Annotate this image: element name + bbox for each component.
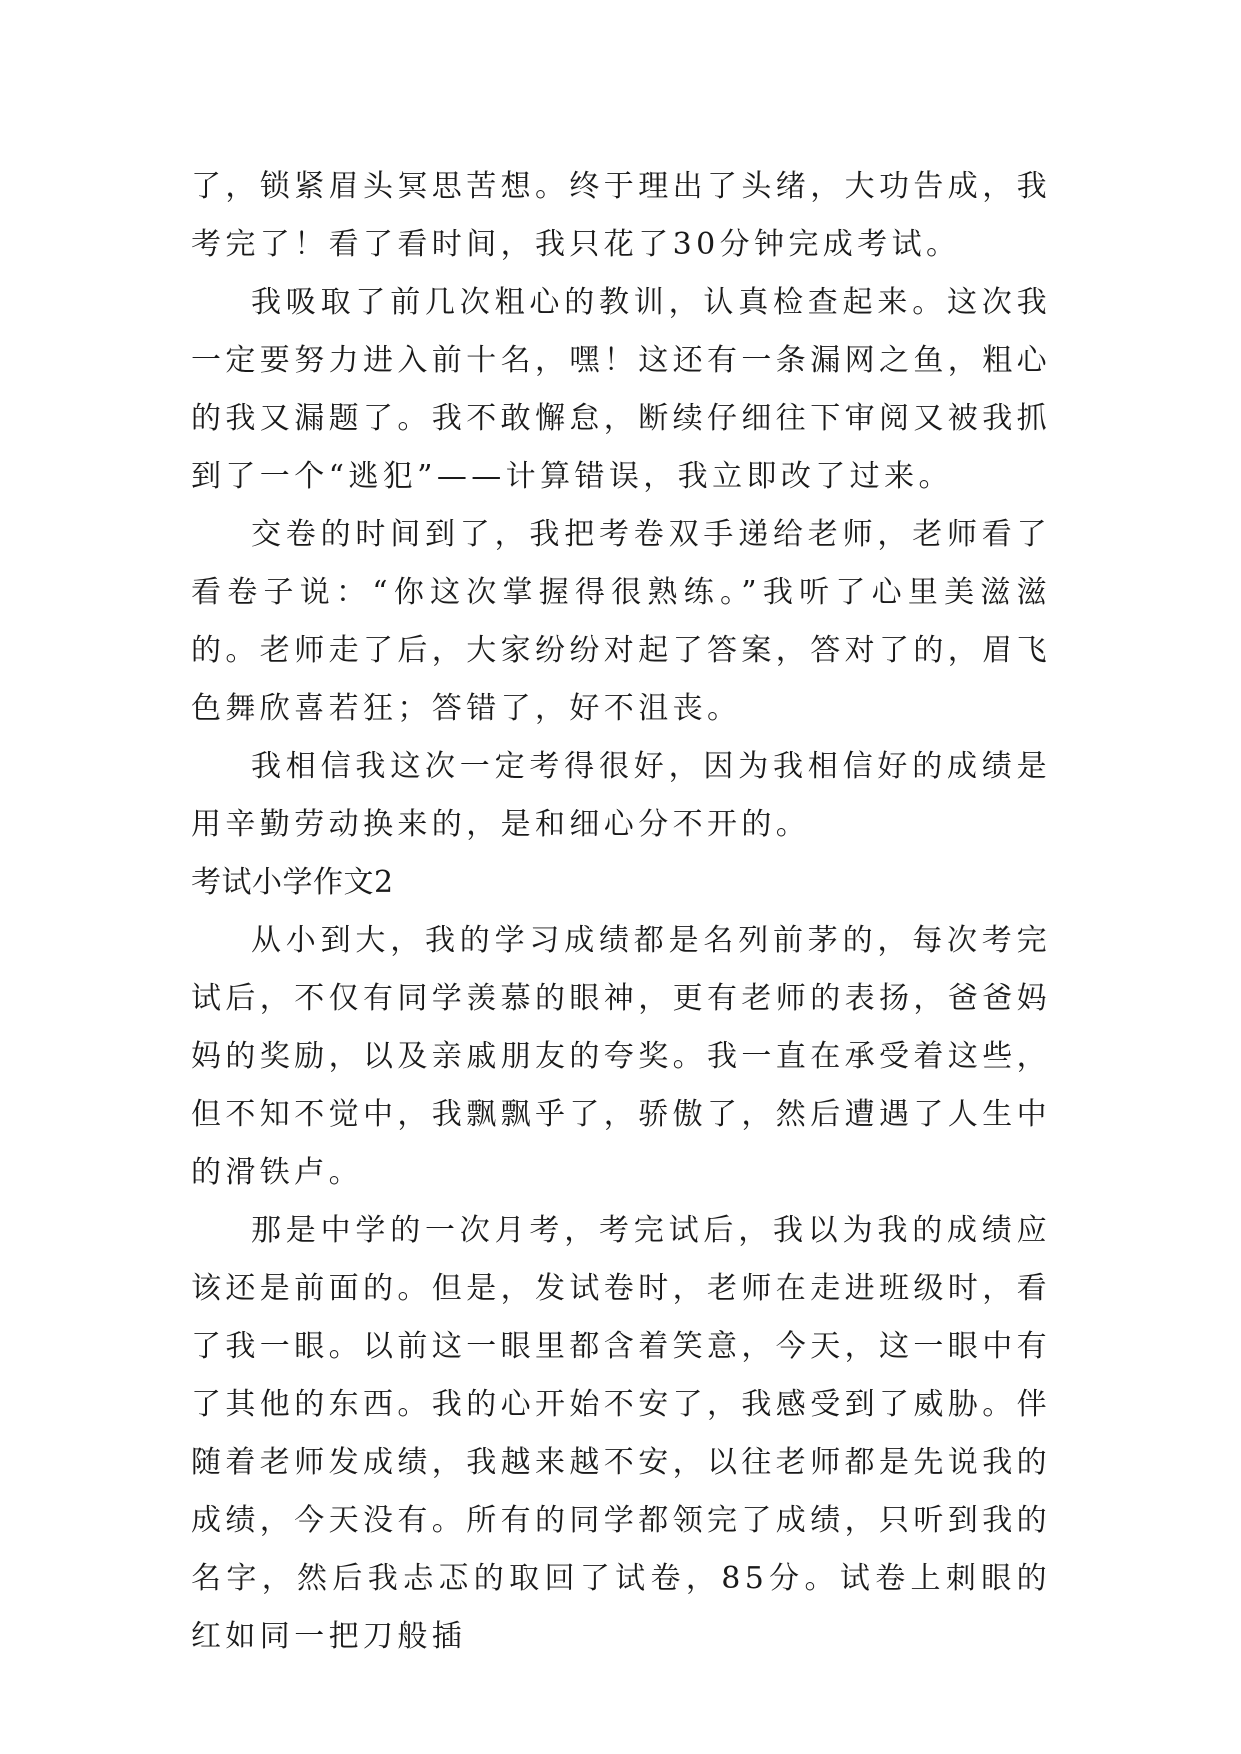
paragraph: 那是中学的一次月考，考完试后，我以为我的成绩应该还是前面的。但是，发试卷时，老师在走进班级时，看了我一眼。以前这一眼里都含着笑意，今天，这一眼中有了其他的东西。我的心开始不安了，我感受到了威胁。伴随着老师发成绩，我越来越不安，以往老师都是先说我的成绩，今天没有。所有的同学都领完了成绩，只听到我的名字，然后我忐忑的取回了试卷，85分。试卷上刺眼的红如同一把刀般插	[191, 1213, 1051, 1654]
paragraph: 我相信我这次一定考得很好，因为我相信好的成绩是用辛勤劳动换来的，是和细心分不开的。	[191, 749, 1051, 842]
document-body	[191, 158, 1051, 1666]
section-heading: 考试小学作文2	[191, 865, 394, 900]
paragraph: 交卷的时间到了，我把考卷双手递给老师，老师看了看卷子说：“你这次掌握得很熟练。”我听了心里美滋滋的。老师走了后，大家纷纷对起了答案，答对了的，眉飞色舞欣喜若狂；答错了，好不沮丧。	[191, 517, 1051, 726]
paragraph: 从小到大，我的学习成绩都是名列前茅的，每次考完试后，不仅有同学羡慕的眼神，更有老师的表扬，爸爸妈妈的奖励，以及亲戚朋友的夸奖。我一直在承受着这些，但不知不觉中，我飘飘乎了，骄傲了，然后遭遇了人生中的滑铁卢。	[191, 923, 1051, 1190]
paragraph-continued: 了，锁紧眉头冥思苦想。终于理出了头绪，大功告成，我考完了！看了看时间，我只花了30分钟完成考试。	[191, 169, 1051, 262]
paragraph: 我吸取了前几次粗心的教训，认真检查起来。这次我一定要努力进入前十名，嘿！这还有一条漏网之鱼，粗心的我又漏题了。我不敢懈怠，断续仔细往下审阅又被我抓到了一个“逃犯”——计算错误，我立即改了过来。	[191, 285, 1051, 494]
